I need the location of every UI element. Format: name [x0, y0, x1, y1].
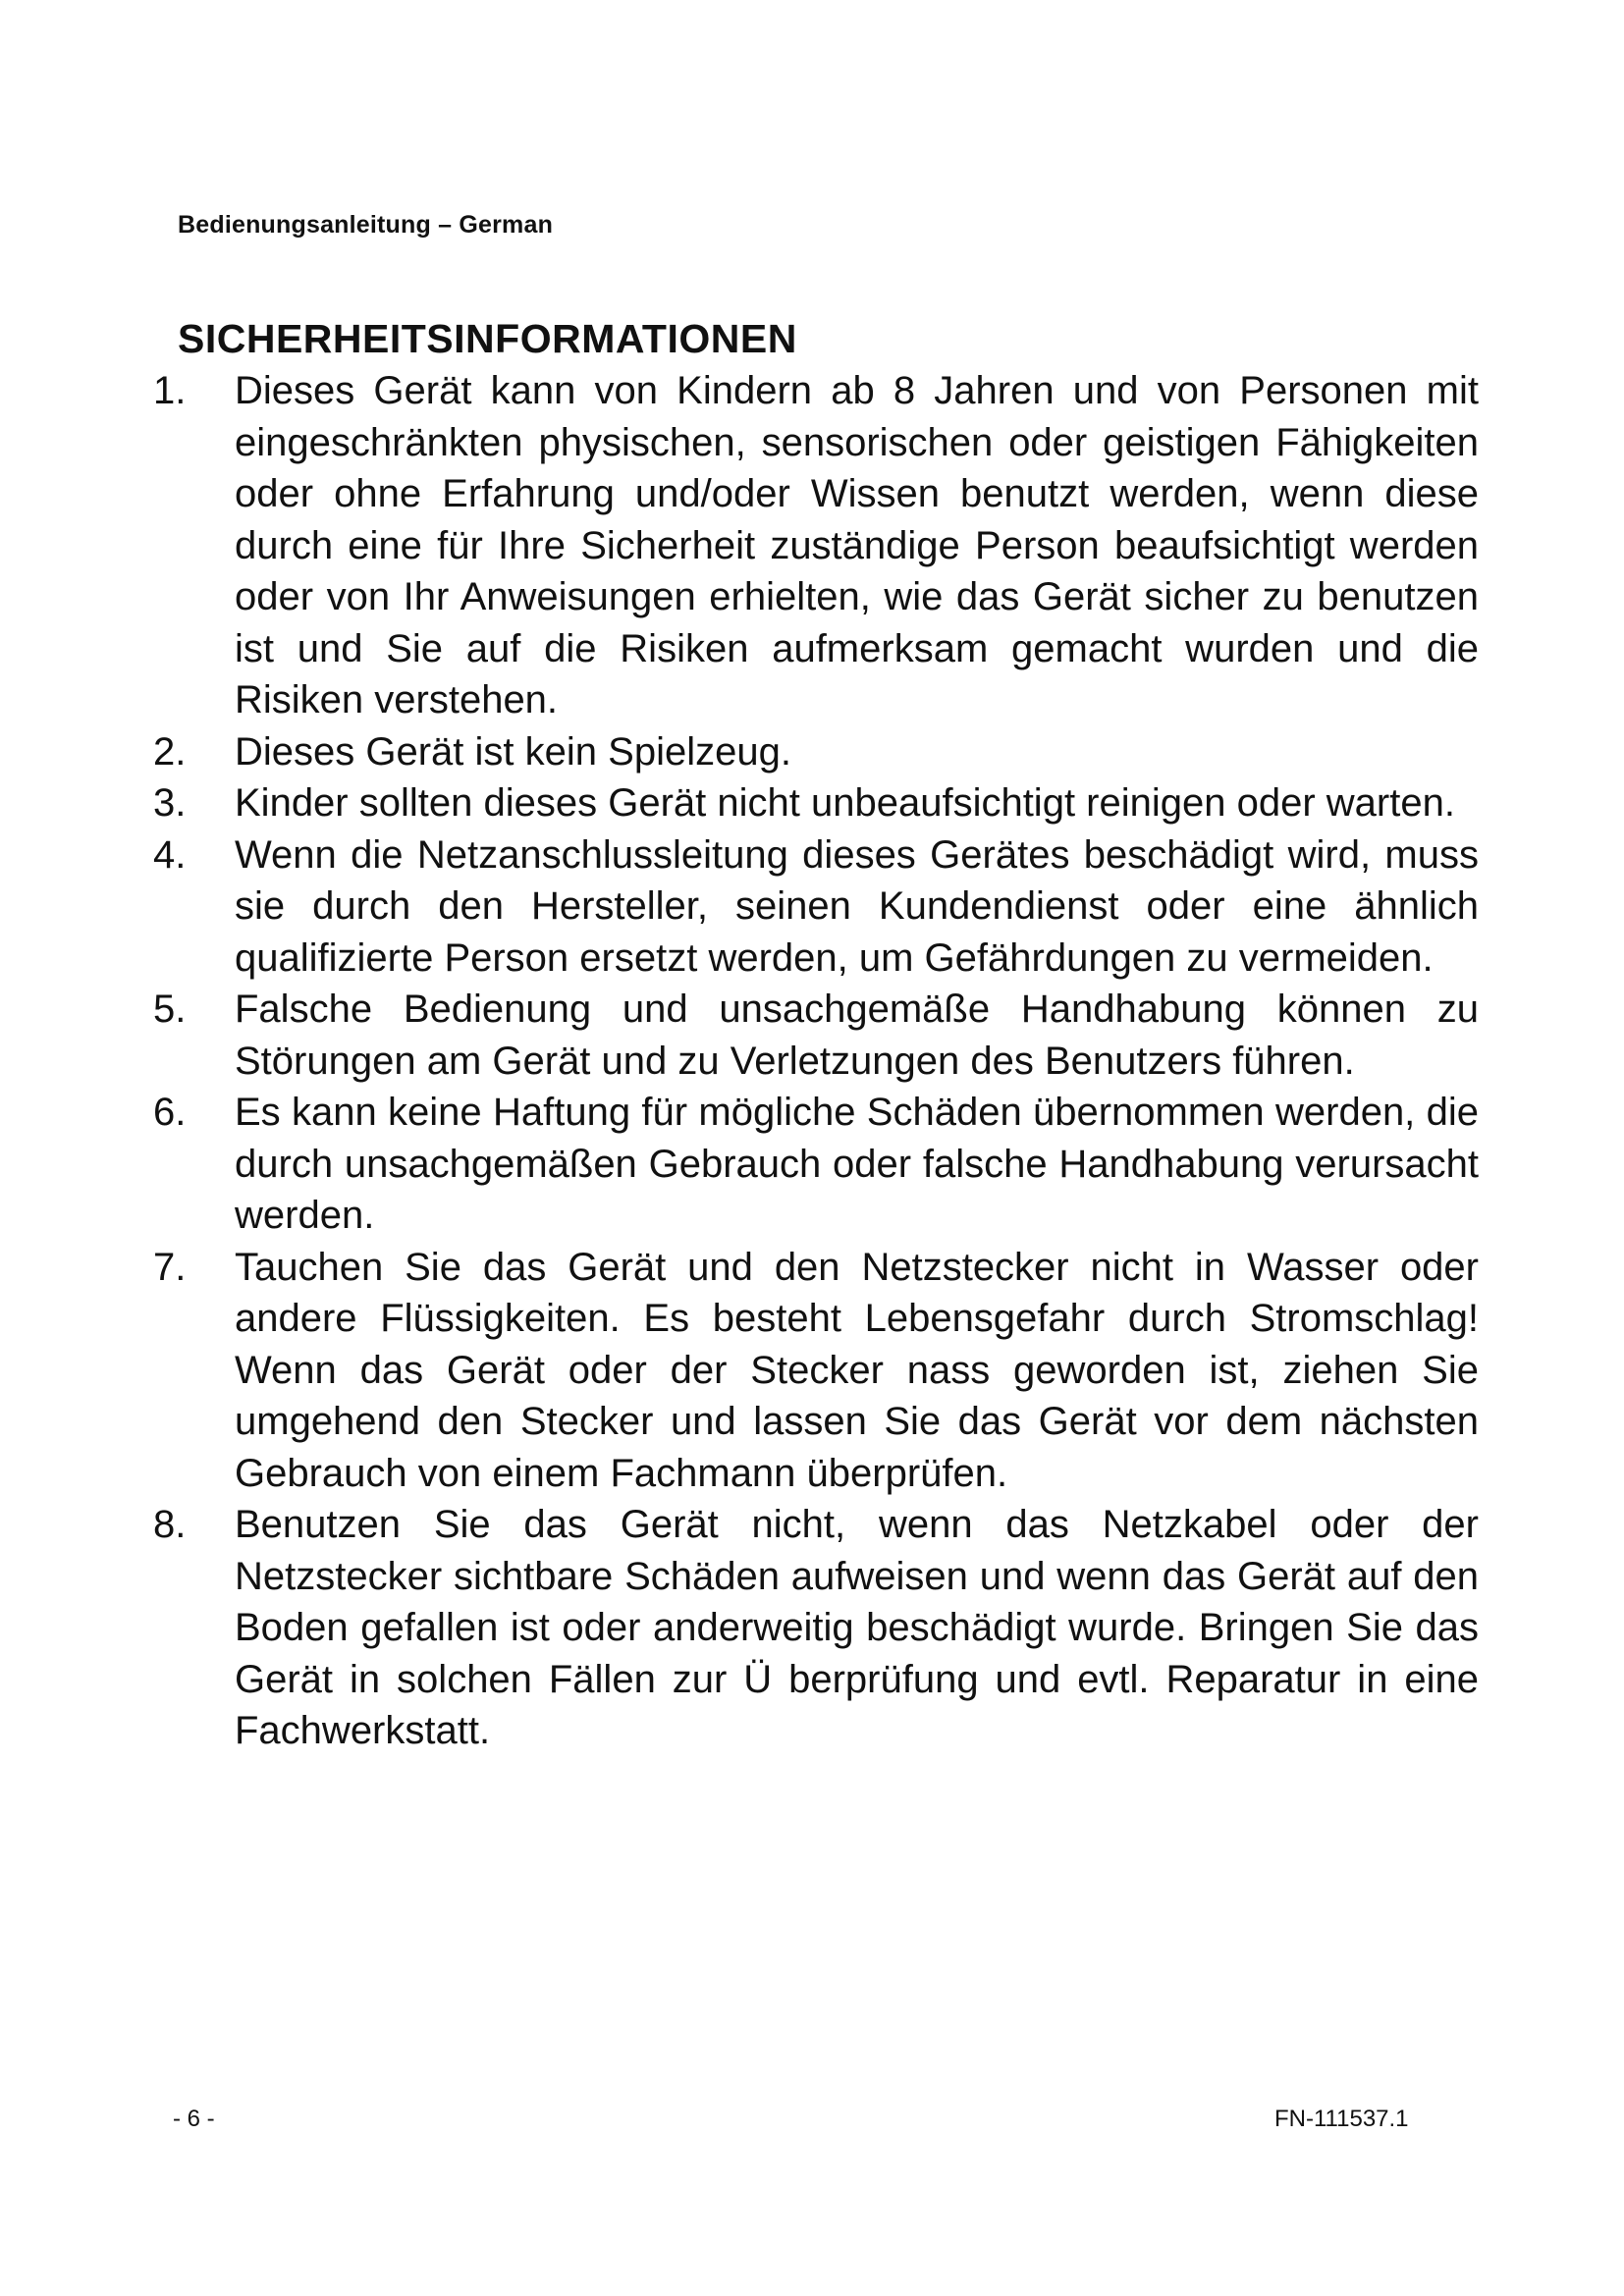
document-code: FN-111537.1 [1274, 2106, 1409, 2132]
item-number: 6. [153, 1091, 187, 1134]
item-number: 2. [153, 729, 187, 774]
item-text: Benutzen Sie das Gerät nicht, wenn das Netzkabel oder der Netzstecker sichtbare Schäden aufweisen und wenn das Gerät auf den Boden gefallen ist oder anderweitig beschädigt wurde. Bringen Sie das Gerät in solchen Fällen zur Ü berprüfung und evtl. Reparatur in eine Fachwerkstatt. [235, 1503, 1479, 1752]
item-text: Tauchen Sie das Gerät und den Netzstecker nicht in Wasser oder andere Flüssigkeiten. Es besteht Lebensgefahr durch Stromschlag! Wenn das Gerät oder der Stecker nass geworden ist, ziehen Sie umgehend den Stecker und lassen Sie das Gerät vor dem nächsten Gebrauch von einem Fachmann überprüfen. [235, 1245, 1479, 1495]
item-number: 1. [153, 369, 187, 412]
safety-item-5 [153, 984, 1479, 1087]
safety-list [153, 365, 1479, 1757]
safety-item-2 [153, 726, 1479, 778]
item-text: Wenn die Netzanschlussleitung dieses Gerätes beschädigt wird, muss sie durch den Hersteller, seinen Kundendienst oder eine ähnlich qualifizierte Person ersetzt werden, um Gefährdungen zu vermeiden. [235, 832, 1479, 980]
safety-item-8 [153, 1499, 1479, 1757]
safety-item-3 [153, 777, 1479, 829]
safety-item-1 [153, 365, 1479, 726]
safety-item-6 [153, 1087, 1479, 1242]
item-number: 8. [153, 1503, 187, 1546]
safety-item-4 [153, 829, 1479, 985]
section-title: SICHERHEITSINFORMATIONEN [178, 316, 797, 361]
item-text: Es kann keine Haftung für mögliche Schäden übernommen werden, die durch unsachgemäßen Gebrauch oder falsche Handhabung verursacht werden. [235, 1091, 1479, 1237]
item-number: 4. [153, 832, 187, 877]
item-number: 5. [153, 988, 187, 1031]
item-text: Kinder sollten dieses Gerät nicht unbeaufsichtigt reinigen oder warten. [235, 781, 1455, 825]
item-text: Dieses Gerät ist kein Spielzeug. [235, 729, 791, 774]
item-text: Falsche Bedienung und unsachgemäße Handhabung können zu Störungen am Gerät und zu Verletzungen des Benutzers führen. [235, 988, 1479, 1083]
item-text: Dieses Gerät kann von Kindern ab 8 Jahren und von Personen mit eingeschränkten physischen, sensorischen oder geistigen Fähigkeiten oder ohne Erfahrung und/oder Wissen benutzt werden, wenn diese durch eine für Ihre Sicherheit zuständige Person beaufsichtigt werden oder von Ihr Anweisungen erhielten, wie das Gerät sicher zu benutzen ist und Sie auf die Risiken aufmerksam gemacht wurden und die Risiken verstehen. [235, 369, 1479, 721]
page-number: - 6 - [173, 2106, 215, 2132]
item-number: 7. [153, 1245, 187, 1289]
page-header: Bedienungsanleitung – German [178, 211, 554, 239]
item-number: 3. [153, 781, 187, 825]
safety-item-7 [153, 1242, 1479, 1500]
